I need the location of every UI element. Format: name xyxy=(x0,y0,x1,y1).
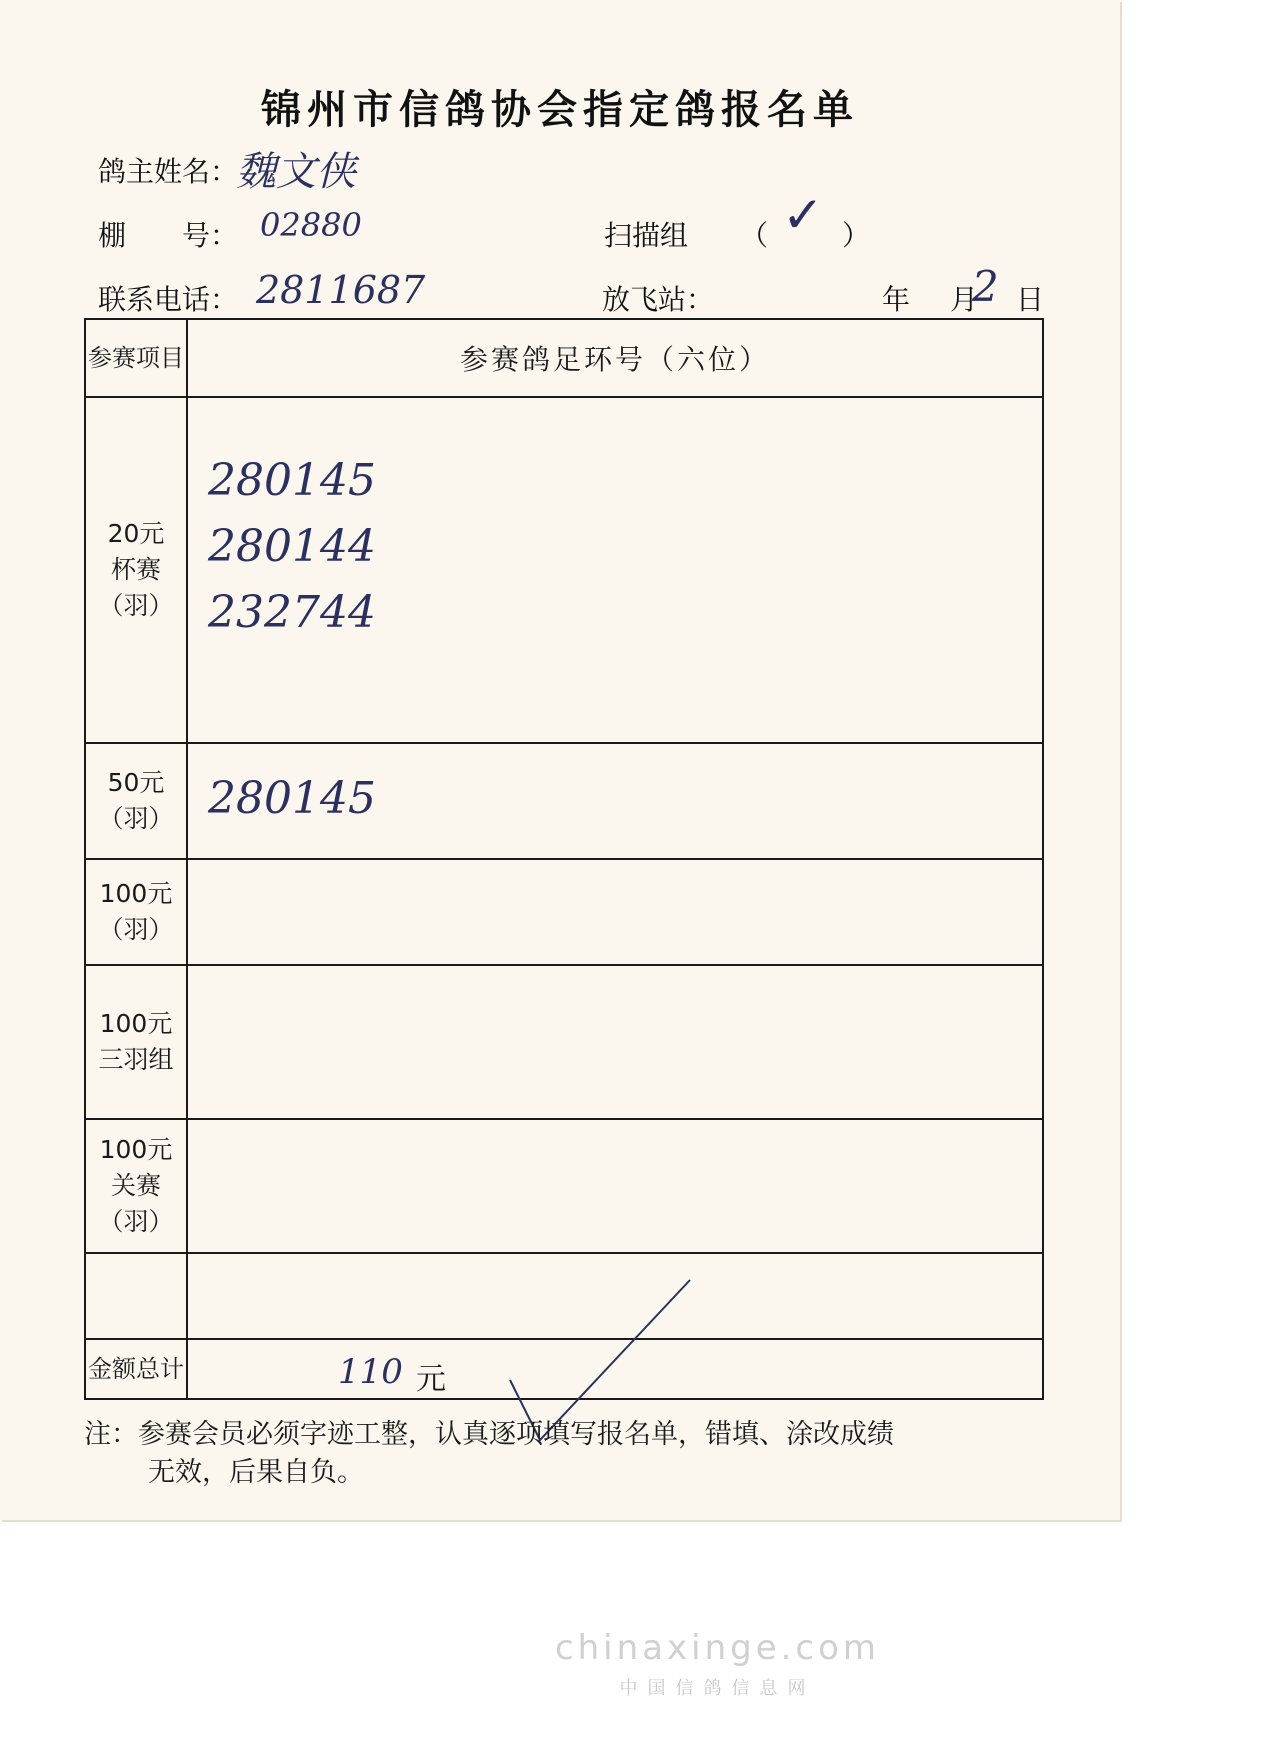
ring-number: 280145 xyxy=(208,773,376,824)
category-line: 100元 xyxy=(99,1009,173,1038)
category-line: 50元 xyxy=(107,768,165,797)
row-ring-entries xyxy=(187,965,1043,1119)
row-ring-entries xyxy=(187,1119,1043,1253)
category-line: 20元 xyxy=(107,519,165,548)
category-line: 关赛 xyxy=(110,1171,161,1200)
row-category xyxy=(85,965,187,1119)
category-line: 100元 xyxy=(99,1135,173,1164)
ring-number: 232744 xyxy=(208,587,376,638)
owner-name-label: 鸽主姓名： xyxy=(98,155,239,188)
category-line: 100元 xyxy=(99,879,173,908)
scan-group-checkmark: ✓ xyxy=(782,186,824,244)
watermark-site: chinaxinge.com xyxy=(554,1628,881,1668)
watermark-site-cn: 中国信鸽信息网 xyxy=(619,1678,816,1699)
category-line: 三羽组 xyxy=(98,1045,174,1074)
row-category xyxy=(85,1119,187,1253)
scan-group-paren-open: （ xyxy=(740,219,769,252)
total-unit: 元 xyxy=(416,1362,446,1397)
category-line: （羽） xyxy=(98,804,174,833)
day-value: 2 xyxy=(972,262,999,311)
month-label: 月 xyxy=(950,283,979,316)
form-note xyxy=(84,1416,1054,1492)
note-line-1: 注：参赛会员必须字迹工整，认真逐项填写报名单，错填、涂改成绩 xyxy=(84,1419,894,1450)
row-ring-entries xyxy=(187,743,1043,859)
form-title: 锦州市信鸽协会指定鸽报名单 xyxy=(261,86,859,133)
total-label: 金额总计 xyxy=(85,1339,187,1399)
row-category xyxy=(85,859,187,965)
category-line: （羽） xyxy=(98,1207,174,1236)
category-line: （羽） xyxy=(98,915,174,944)
total-amount-value: 110 xyxy=(338,1352,403,1392)
entries-table xyxy=(84,318,1044,1400)
day-label: 日 xyxy=(1016,283,1045,316)
category-line: （羽） xyxy=(98,591,174,620)
ring-number: 280144 xyxy=(208,521,376,572)
loft-number-value: 02880 xyxy=(260,206,362,244)
table-row xyxy=(85,397,1043,743)
scan-group-paren-close: ） xyxy=(842,219,871,252)
phone-label: 联系电话： xyxy=(98,283,239,316)
row-ring-entries xyxy=(187,397,1043,743)
loft-number-label: 棚 号： xyxy=(98,219,239,252)
table-row xyxy=(85,743,1043,859)
row-ring-entries xyxy=(187,859,1043,965)
table-header-row xyxy=(85,319,1043,397)
header-ring-numbers: 参赛鸽足环号（六位） xyxy=(187,319,1043,397)
table-row xyxy=(85,859,1043,965)
phone-value: 2811687 xyxy=(256,268,426,312)
ring-number: 280145 xyxy=(208,455,376,506)
row-category xyxy=(85,1253,187,1339)
header-category: 参赛项目 xyxy=(85,319,187,397)
scan-group-label: 扫描组 xyxy=(604,219,689,252)
table-row xyxy=(85,965,1043,1119)
release-station-label: 放飞站： xyxy=(602,283,715,316)
note-line-2: 无效，后果自负。 xyxy=(148,1457,364,1488)
row-category xyxy=(85,743,187,859)
year-label: 年 xyxy=(882,283,911,316)
row-category xyxy=(85,397,187,743)
owner-name-value: 魏文侠 xyxy=(236,149,356,195)
table-row xyxy=(85,1119,1043,1253)
category-line: 杯赛 xyxy=(110,555,161,584)
